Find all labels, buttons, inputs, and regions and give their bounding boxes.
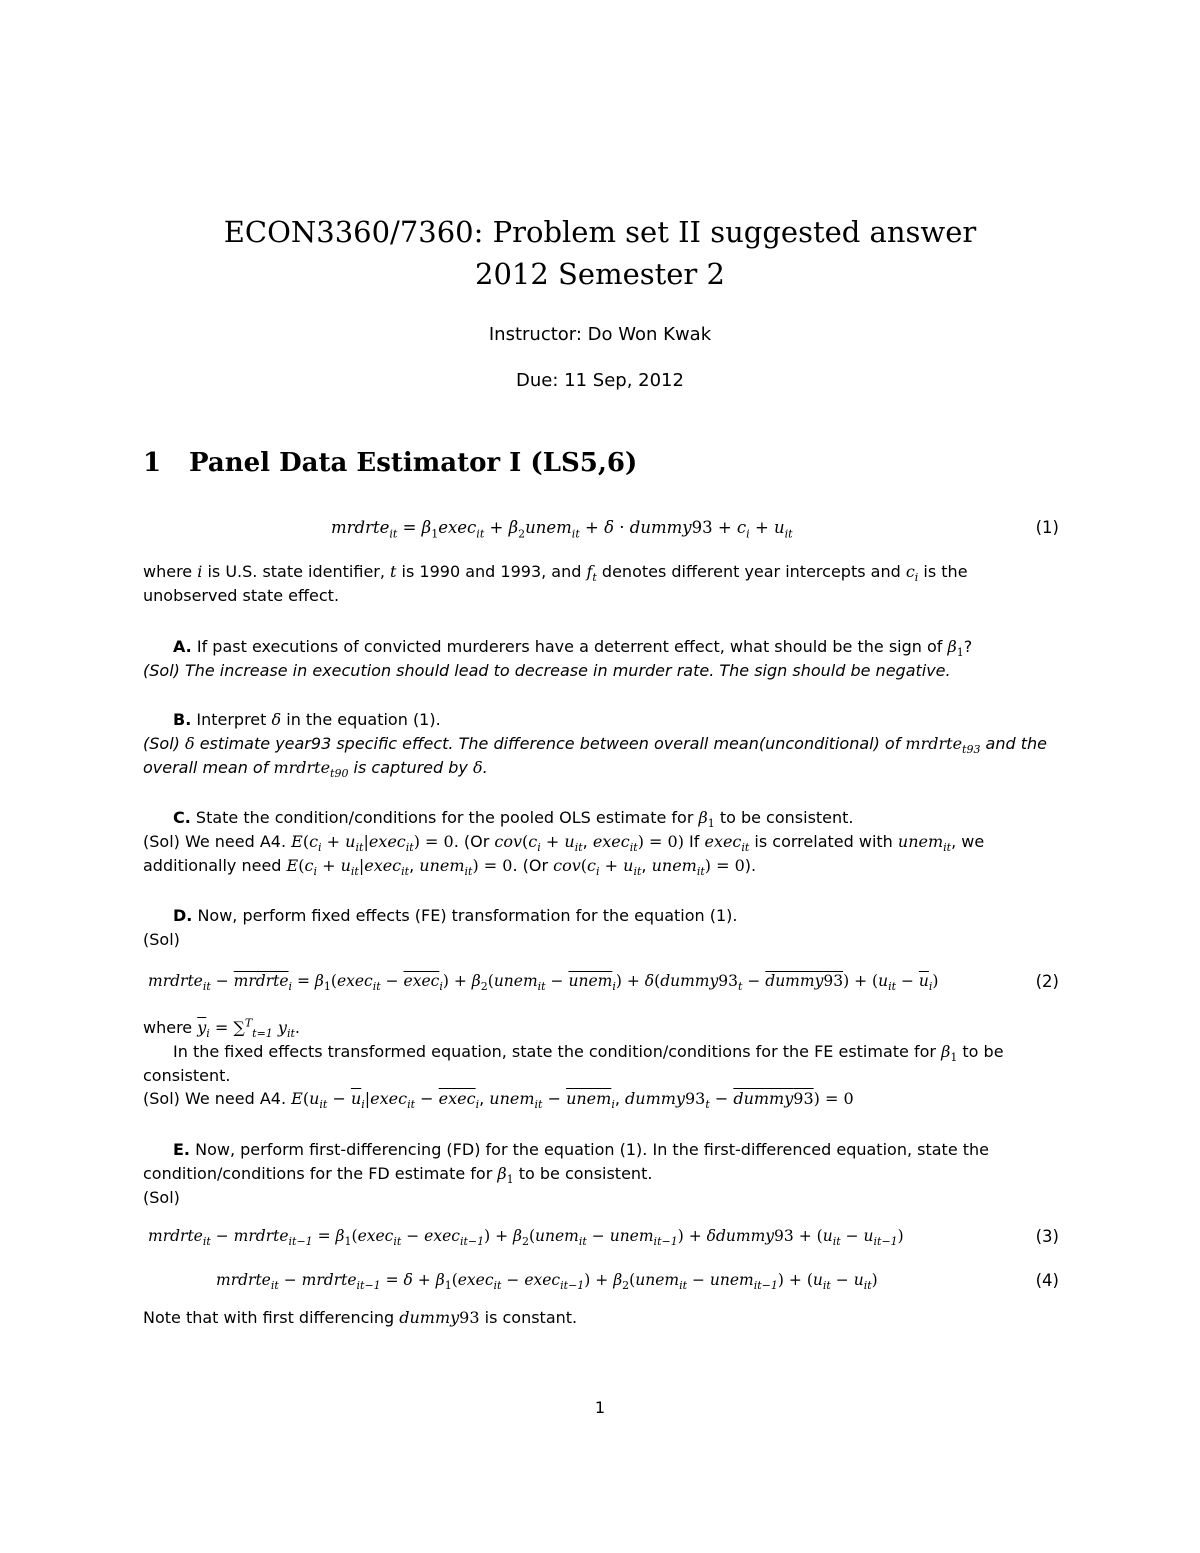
question-a: A. If past executions of convicted murderers have a deterrent effect, what should be the sign of $\beta_1$? xyxy=(173,637,973,660)
question-d: D. Now, perform fixed effects (FE) transformation for the equation (1). xyxy=(173,906,738,925)
document-subtitle: 2012 Semester 2 xyxy=(475,257,725,291)
section-number: 1 xyxy=(143,448,162,478)
answer-b: (Sol) δ estimate year93 specific effect. The difference between overall mean(unconditional) of mrdrte$_{t93}$ and the overall mean of mrdrte$_{t90}$ is captured by δ. xyxy=(143,734,1047,780)
document-title: ECON3360/7360: Problem set II suggested answer xyxy=(223,215,977,249)
equation-1-body: mrdrte$_{it}$ = $\beta_1exec_{it}$ + $\beta_2unem_{it} + \delta$ · dummy93 + $c_i + u_{it}$ xyxy=(331,518,793,541)
page-number: 1 xyxy=(594,1398,606,1417)
question-e: E. Now, perform first-differencing (FD) for the equation (1). In the first-differenced equation, state the condition/conditions for the FD estimate for $\beta_1$ to be consistent. xyxy=(143,1140,989,1186)
question-e-label: E. xyxy=(173,1140,191,1159)
equation-4-number: (4) xyxy=(1035,1271,1059,1290)
answer-d: (Sol) We need A4. $E(u_{it}$ − $\overline{u}_i|exec_{it}$ − exec$_i$, unem$_{it}$ − unem$_i$, $dummy93_t$ − dummy93) = 0 xyxy=(143,1089,854,1112)
note-first-differencing: Note that with first differencing dummy93 is constant. xyxy=(143,1308,578,1327)
due-date-line: Due: 11 Sep, 2012 xyxy=(516,370,684,391)
answer-c: (Sol) We need A4. $E(c_i$ + $u_{it}|exec_{it}) = 0$. (Or $cov(c_i + u_{it}$, exec$_{it}$) = 0) If exec$_{it}$ is correlated with unem$_{it}$, we additionally need $E(c_i$ + $u_{it}|exec_{it}$, unem$_{it}$) = 0. (Or $cov(c_i + u_{it}$, unem$_{it}$) = 0). xyxy=(143,832,985,878)
instructor-line: Instructor: Do Won Kwak xyxy=(488,324,712,345)
section-heading xyxy=(143,448,637,478)
question-b: B. Interpret δ in the equation (1). xyxy=(173,710,441,729)
question-d-fe-condition: In the fixed effects transformed equation, state the condition/conditions for the FE estimate for $\beta_1$ to be consistent. xyxy=(143,1042,1004,1085)
question-c: C. State the condition/conditions for the pooled OLS estimate for $\beta_1$ to be consistent. xyxy=(173,808,854,831)
equation-4-body: mrdrte$_{it}$ − mrdrte$_{it-1}$ = $\delta + \beta_1(exec_{it}$ − exec$_{it-1}$) + $\beta_2(unem_{it}$ − unem$_{it-1}$) + $(u_{it} - u_{it})$ xyxy=(216,1271,878,1293)
definition-ybar: where $\overline{y}_i = \sum^T_{t=1}$ $y_{it}$. xyxy=(143,1016,300,1041)
equation-3-number: (3) xyxy=(1035,1227,1059,1246)
equation-2-number: (2) xyxy=(1035,972,1059,991)
equation-1 xyxy=(143,518,1059,544)
equation-2 xyxy=(143,972,1059,998)
equation-2-body: mrdrte$_{it}$ − mrdrte$_i$ = $\beta_1(exec_{it}$ − exec$_i$) + $\beta_2(unem_{it}$ − unem$_i$) + $\delta(dummy93_t$ − dummy93) + $(u_{it} - \overline{u}_i)$ xyxy=(148,972,939,994)
question-c-label: C. xyxy=(173,808,191,827)
question-a-label: A. xyxy=(173,637,192,656)
equation-4 xyxy=(143,1271,1059,1297)
question-b-label: B. xyxy=(173,710,192,729)
question-d-label: D. xyxy=(173,906,193,925)
equation-3-body: mrdrte$_{it}$ − mrdrte$_{it-1}$ = $\beta_1(exec_{it}$ − exec$_{it-1}$) + $\beta_2(unem_{it}$ − unem$_{it-1}$) + δdummy93 + $(u_{it} - u_{it-1})$ xyxy=(148,1227,904,1249)
answer-a: (Sol) The increase in execution should lead to decrease in murder rate. The sign should be negative. xyxy=(143,661,951,680)
intro-paragraph: where i is U.S. state identifier, t is 1990 and 1993, and $f_t$ denotes different year intercepts and $c_i$ is the unobserved state effect. xyxy=(143,562,968,605)
section-title: Panel Data Estimator I (LS5,6) xyxy=(189,448,638,478)
answer-e-sol: (Sol) xyxy=(143,1188,180,1207)
answer-d-sol: (Sol) xyxy=(143,930,180,949)
equation-1-number: (1) xyxy=(1035,518,1059,537)
equation-3 xyxy=(143,1227,1059,1253)
